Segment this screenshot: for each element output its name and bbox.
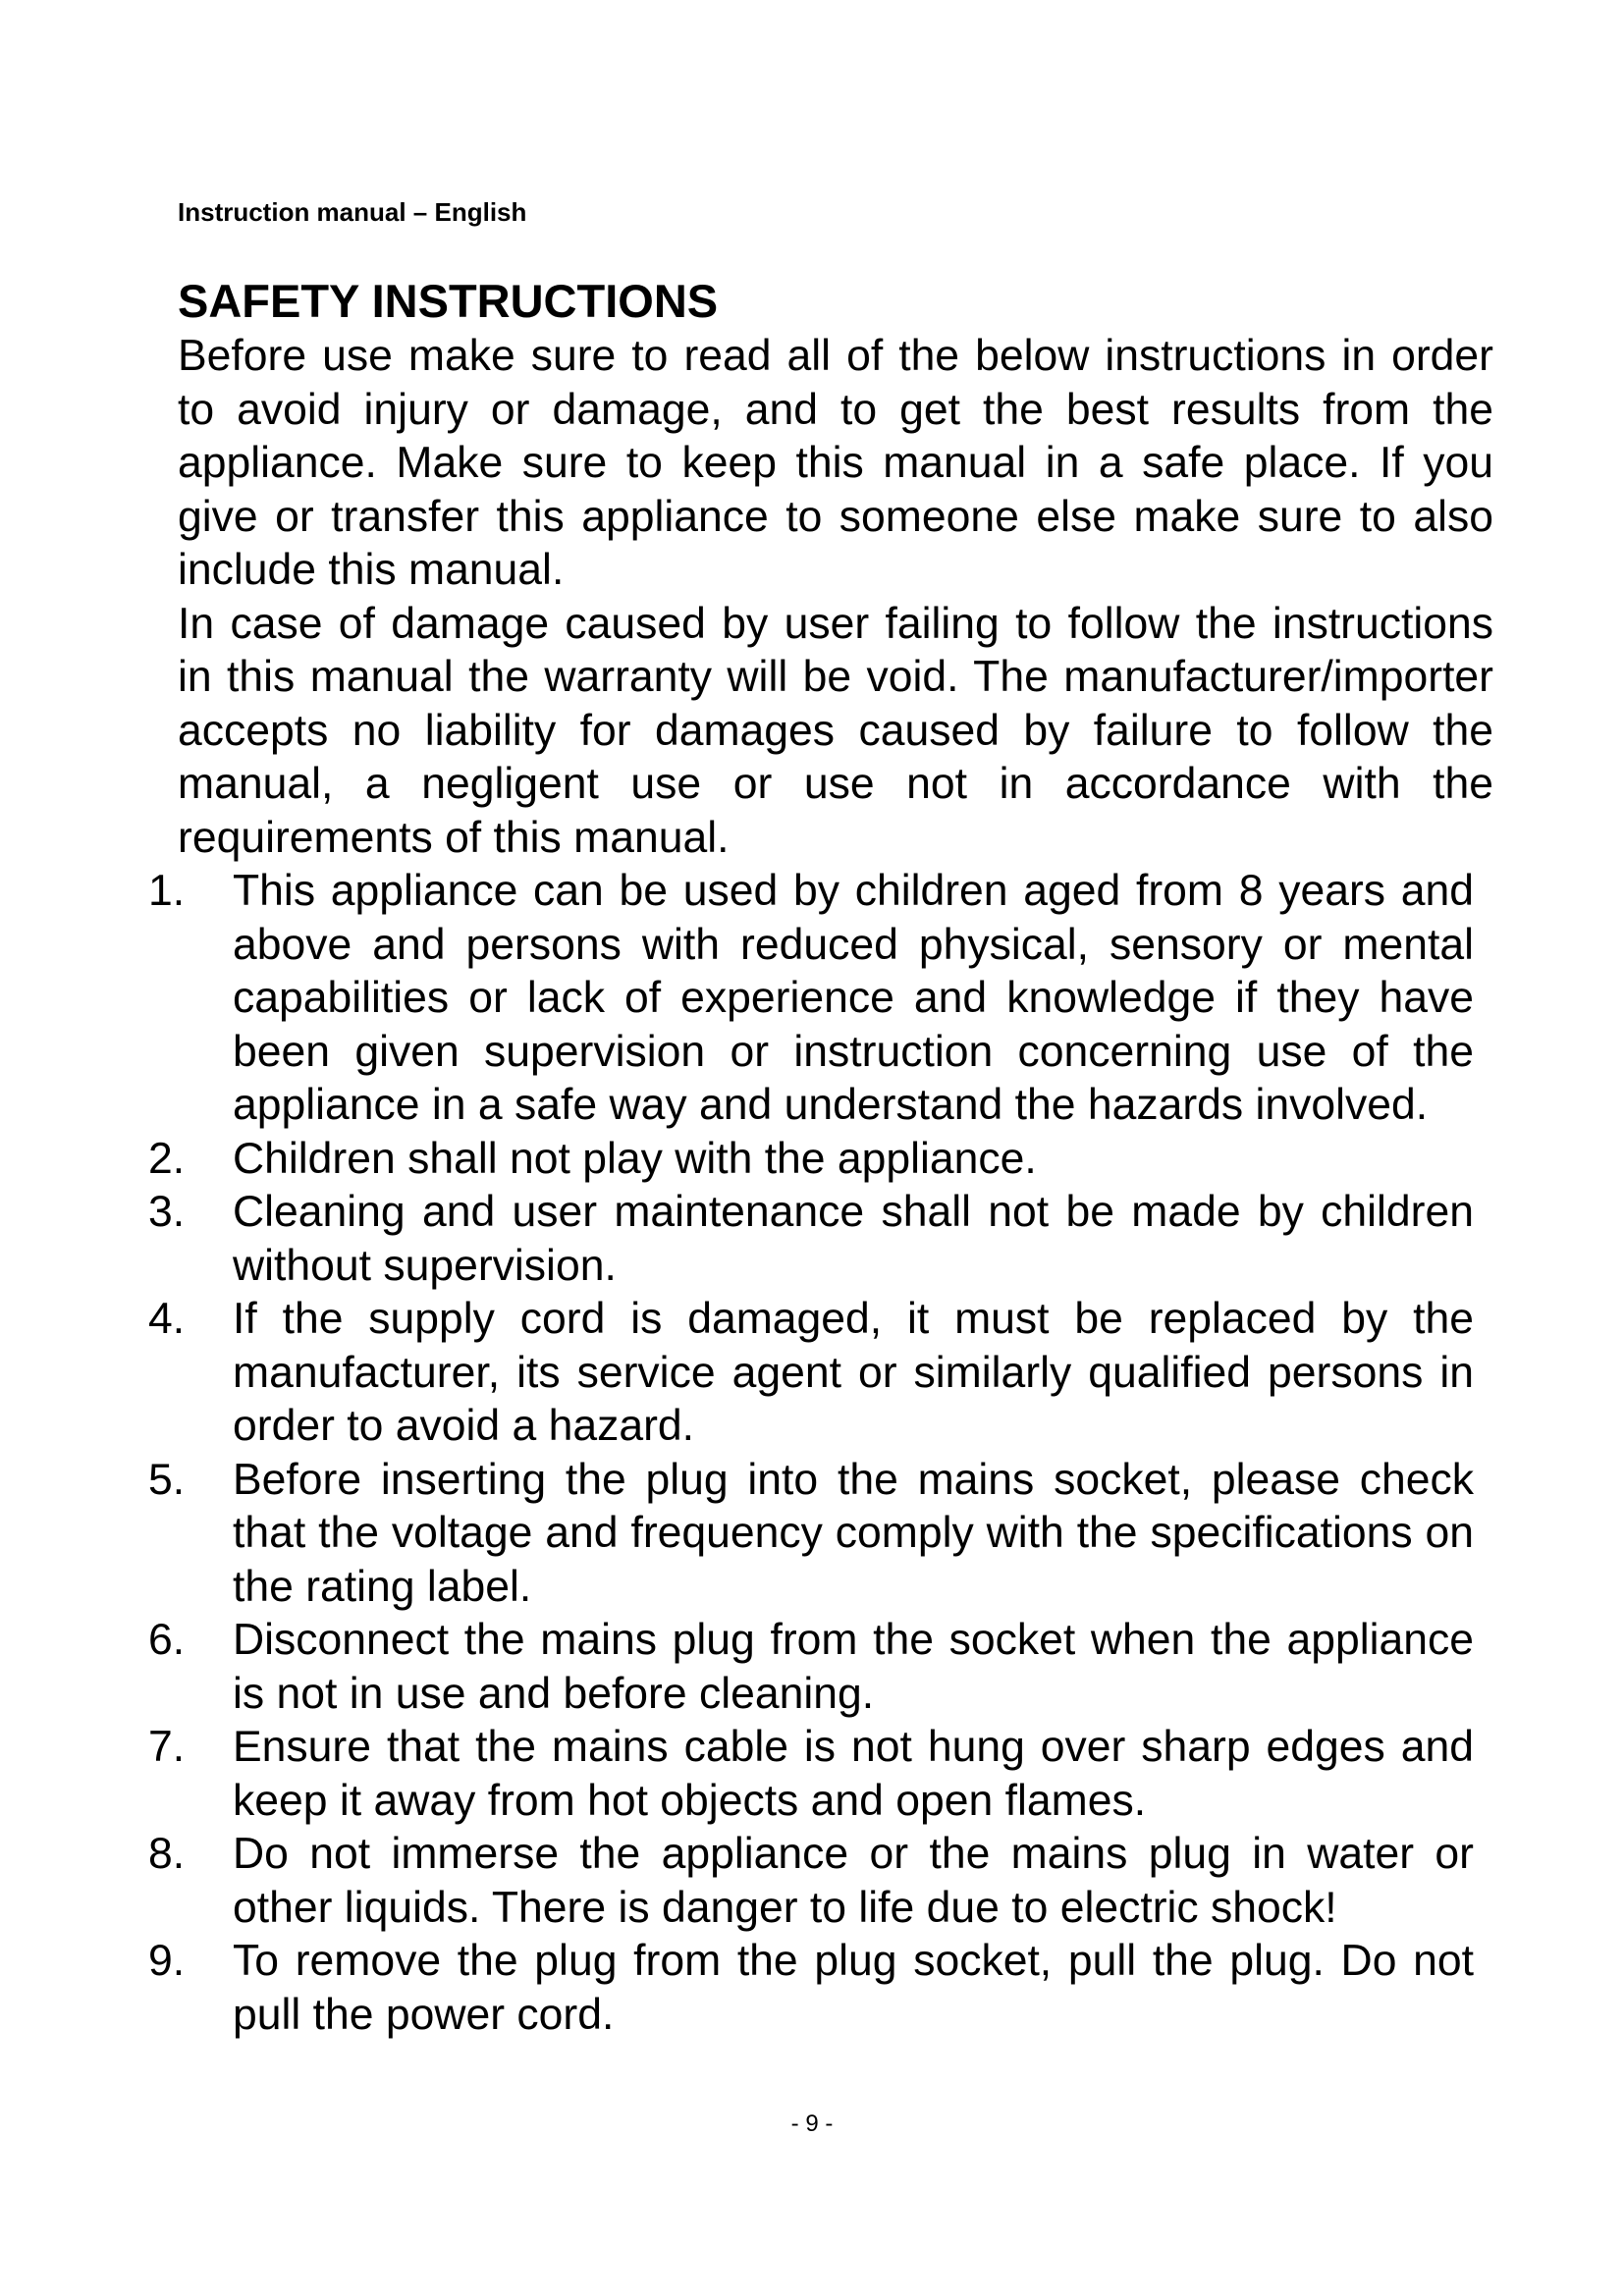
warranty-paragraph: In case of damage caused by user failing to follow the instructions in this manual the warranty will be void. The manufacturer/importer accepts no liability for damages caused by failure to follow the manual, a negligent use or use not in accordance with the requirements of this manual. xyxy=(178,599,1493,862)
list-item-number: 5. xyxy=(148,1455,186,1504)
page-number: - 9 - xyxy=(790,2110,834,2137)
list-item xyxy=(148,1721,1474,1828)
list-item xyxy=(148,1828,1474,1935)
running-header: Instruction manual – English xyxy=(178,197,527,227)
list-item-text: Before inserting the plug into the mains socket, please check that the voltage and frequency comply with the specifications on the rating label. xyxy=(233,1455,1474,1611)
list-item-text: If the supply cord is damaged, it must be replaced by the manufacturer, its service agent or similarly qualified persons in order to avoid a hazard. xyxy=(233,1295,1474,1450)
list-item xyxy=(148,1454,1474,1615)
list-item xyxy=(148,1935,1474,2042)
list-item xyxy=(148,1133,1474,1187)
list-item-number: 8. xyxy=(148,1830,186,1878)
section-title: SAFETY INSTRUCTIONS xyxy=(178,275,719,327)
list-item xyxy=(148,1186,1474,1293)
list-item-text: Disconnect the mains plug from the socket when the appliance is not in use and before cleaning. xyxy=(233,1616,1474,1718)
list-item-number: 6. xyxy=(148,1616,186,1664)
safety-section xyxy=(148,273,1493,2042)
list-item xyxy=(148,865,1474,1133)
list-item-number: 4. xyxy=(148,1295,186,1343)
list-item-number: 3. xyxy=(148,1188,186,1236)
intro-paragraph: Before use make sure to read all of the below instructions in order to avoid injury or damage, and to get the best results from the appliance. Make sure to keep this manual in a safe place. If you give or transfer this appliance to someone else make sure to also include this manual. xyxy=(178,332,1493,594)
list-item-number: 9. xyxy=(148,1937,186,1985)
list-item-text: Children shall not play with the appliance. xyxy=(233,1134,1037,1183)
list-item-text: Cleaning and user maintenance shall not be made by children without supervision. xyxy=(233,1188,1474,1290)
list-item-text: This appliance can be used by children aged from 8 years and above and persons with reduced physical, sensory or mental capabilities or lack of experience and knowledge if they have been given supervision or instruction concerning use of the appliance in a safe way and understand the hazards involved. xyxy=(233,867,1474,1129)
list-item-text: Ensure that the mains cable is not hung over sharp edges and keep it away from hot objects and open flames. xyxy=(233,1723,1474,1825)
list-item xyxy=(148,1293,1474,1454)
list-item-text: To remove the plug from the plug socket, pull the plug. Do not pull the power cord. xyxy=(233,1937,1474,2039)
list-item-number: 2. xyxy=(148,1134,186,1183)
list-item-text: Do not immerse the appliance or the mains plug in water or other liquids. There is danger to life due to electric shock! xyxy=(233,1830,1474,1932)
list-item-number: 7. xyxy=(148,1723,186,1771)
safety-list xyxy=(148,865,1474,2042)
list-item-number: 1. xyxy=(148,867,186,915)
list-item xyxy=(148,1614,1474,1721)
